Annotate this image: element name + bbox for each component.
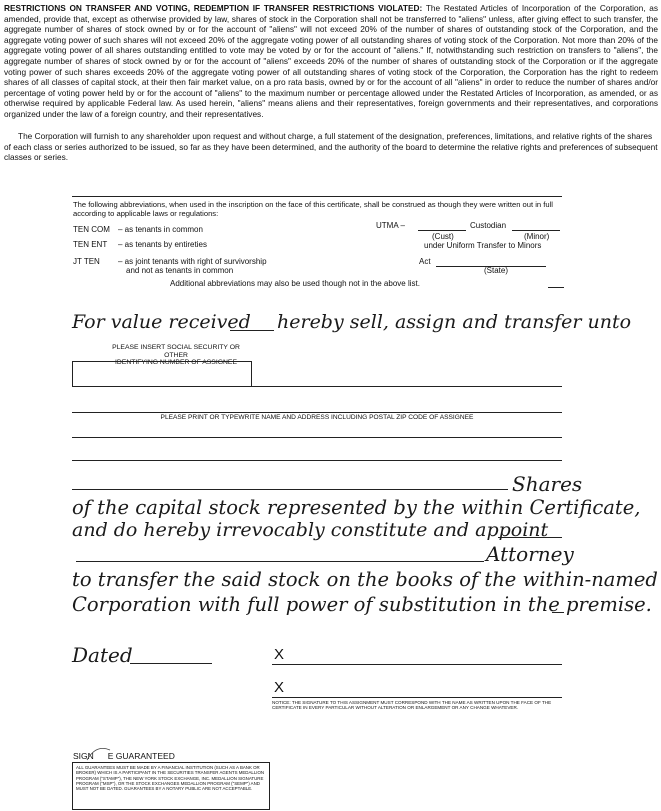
furnish-paragraph: The Corporation will furnish to any shareholder upon request and without charge, a full statement of the designation, preferences, limitations, and relative rights of the shares of each class or series authorized to be issued, so far as they have been determined, and the authority of the board to determine the relative rights and preferences of subsequent classes or series. — [4, 131, 658, 163]
abbreviations-intro: The following abbreviations, when used in the inscription on the face of this certificate, shall be construed as though they were written out in full according to applicable laws or regulations: — [73, 200, 553, 218]
minor-line — [512, 230, 560, 231]
jt-ten-desc-2: and not as tenants in common — [126, 266, 234, 275]
signature-x-2: X — [274, 679, 285, 696]
custodian-label: Custodian — [470, 221, 507, 230]
irrevocably-line: and do hereby irrevocably constitute and appoint — [72, 519, 549, 541]
cust-caption: (Cust) — [432, 232, 454, 241]
shares-label: Shares — [512, 472, 583, 496]
signature-guaranteed-a: SIGN — [73, 751, 94, 761]
shares-line[interactable] — [72, 489, 508, 490]
under-act-label: under Uniform Transfer to Minors — [424, 241, 542, 250]
signature-guaranteed-b: E GUARANTEED — [107, 751, 175, 761]
for-value-received: For value received — [72, 311, 251, 333]
ten-ent-label: TEN ENT — [73, 240, 108, 249]
restrictions-heading: RESTRICTIONS ON TRANSFER AND VOTING, REDEMPTION IF TRANSFER RESTRICTIONS VIOLATED: — [4, 3, 423, 13]
ten-ent-desc: – as tenants by entireties — [118, 240, 207, 249]
jt-ten-label: JT TEN — [73, 257, 100, 266]
ssn-label-line-1: PLEASE INSERT SOCIAL SECURITY OR OTHER — [112, 344, 240, 359]
jt-ten-desc-1: – as joint tenants with right of survivorship — [118, 257, 267, 266]
print-name-label: PLEASE PRINT OR TYPEWRITE NAME AND ADDRESS INCLUDING POSTAL ZIP CODE OF ASSIGNEE — [160, 414, 474, 421]
additional-abbreviations: Additional abbreviations may also be used though not in the above list. — [170, 279, 420, 288]
signature-x-1: X — [274, 646, 285, 663]
corporation-line: Corporation with full power of substitution in the premise. — [72, 593, 652, 616]
ssn-baseline — [72, 386, 562, 387]
date-line[interactable] — [130, 663, 212, 664]
assignee-line-2[interactable] — [72, 437, 562, 438]
signature-line-2[interactable] — [272, 697, 562, 698]
hereby-sell: hereby sell, assign and transfer unto — [277, 311, 632, 333]
appoint-line[interactable] — [498, 537, 562, 538]
capital-stock-line: of the capital stock represented by the within Certificate, — [72, 496, 641, 519]
assignee-line-3[interactable] — [72, 460, 562, 461]
tick-line — [548, 287, 564, 288]
ssn-label-line-2: IDENTIFYING NUMBER OF ASSIGNEE — [115, 359, 237, 367]
corporation-tail-line — [552, 612, 564, 613]
value-line — [230, 330, 274, 331]
signature-notice: NOTICE: THE SIGNATURE TO THIS ASSIGNMENT MUST CORRESPOND WITH THE NAME AS WRITTEN UPON THE FACE OF THE CERTIFICATE IN EVERY PARTICULAR WITHOUT ALTERATION OR ENLARGEMENT OR ANY CHANGE WHATEVER. — [272, 700, 552, 711]
minor-caption: (Minor) — [524, 232, 550, 241]
ten-com-desc: – as tenants in common — [118, 225, 203, 234]
dated-label: Dated — [72, 643, 133, 667]
ten-com-label: TEN COM — [73, 225, 110, 234]
ssn-input-box[interactable] — [72, 361, 252, 387]
transfer-line: to transfer the said stock on the books of the within-named — [72, 568, 658, 591]
attorney-line[interactable] — [76, 561, 484, 562]
act-label: Act — [419, 257, 431, 266]
assignee-line-1[interactable] — [72, 412, 562, 413]
cust-line — [418, 230, 466, 231]
attorney-label: Attorney — [486, 542, 574, 566]
divider — [72, 196, 562, 197]
restrictions-paragraph — [4, 3, 658, 120]
signature-line-1[interactable] — [272, 664, 562, 665]
utma-label: UTMA – — [376, 221, 405, 230]
restrictions-body: The Restated Articles of Incorporation of the Corporation, as amended, provide that, except as otherwise provided by law, shares of stock in the Corporation shall not be transferred to "aliens" unless, after giving effect to such transfer, the aggregate number of shares of stock owned by or for the account of "aliens" will not exceed 20% of the number of shares of outstanding stock of the Corporation, and the aggregate voting power of such shares will not exceed 20% of the aggregate voting power of all outstanding shares of voting stock of the Corporation. Not more than 20% of the aggregate voting power of all shares outstanding entitled to vote may be voted by or for the account of "aliens." If, notwithstanding such restriction on transfers to "aliens", the aggregate number of shares of stock owned by or for the account of "aliens" exceeds 20% of the number of shares of outstanding stock of the Corporation or if the aggregate voting power of such shares exceeds 20% of the aggregate voting power of all outstanding shares of voting stock of the Corporation, the Corporation has the right to redeem shares of all classes of capital stock, at their then fair market value, on a pro rata basis, owned by or for the account of all "aliens" in order to reduce the number of shares and/or percentage of voting power held by or for the account of "aliens" to the maximum number or percentage allowed under the Restated Articles of Incorporation, as amended, or as otherwise required by applicable Federal law. As used herein, "aliens" means aliens and their representatives, foreign governments and their representatives, and corporations organized under the law of a foreign country, and their representatives. — [4, 3, 658, 119]
guarantee-stamp-mark — [84, 740, 114, 764]
state-caption: (State) — [484, 266, 509, 275]
guarantee-text: ALL GUARANTEES MUST BE MADE BY A FINANCIAL INSTITUTION (SUCH AS A BANK OR BROKER) WHICH IS A PARTICIPANT IN THE SECURITIES TRANSFER AGENTS MEDALLION PROGRAM ("STAMP"), THE NEW YORK STOCK EXCHANGE, INC. MEDALLION SIGNATURE PROGRAM ("MSP"), OR THE STOCK EXCHANGES MEDALLION PROGRAM ("SEMP") AND MUST NOT BE DATED. GUARANTEES BY A NOTARY PUBLIC ARE NOT ACCEPTABLE. — [76, 765, 265, 792]
